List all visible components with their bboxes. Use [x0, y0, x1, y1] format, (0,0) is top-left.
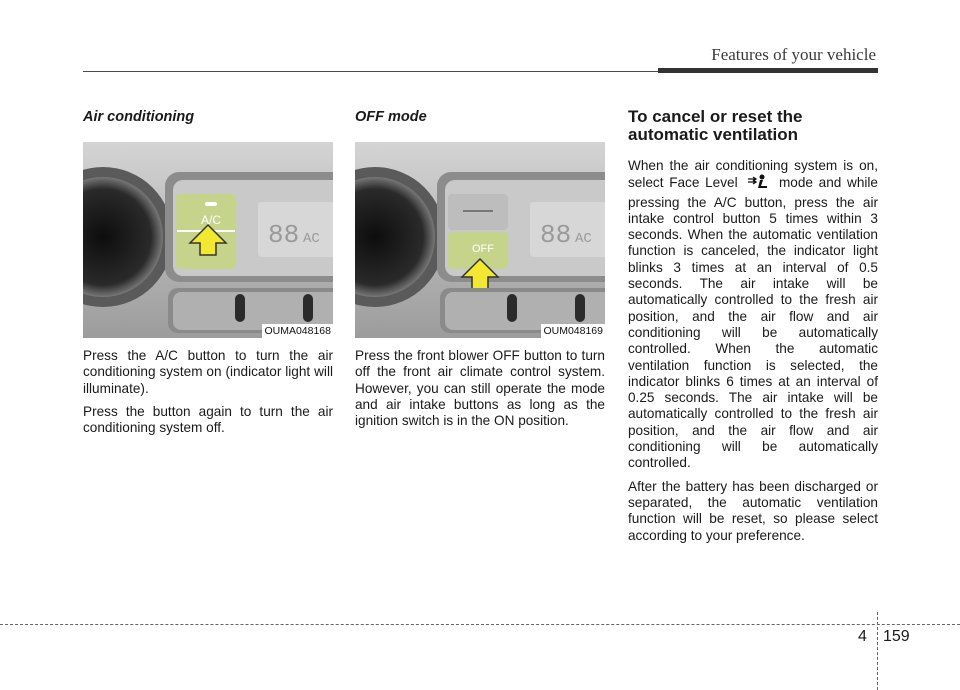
off-button-label: OFF [472, 243, 494, 255]
header-title: Features of your vehicle [711, 45, 876, 64]
paragraph: Press the A/C button to turn the air conditioning system on (indicator light will illuminate). [83, 348, 333, 396]
paragraph-text: mode and while pressing the A/C button, press the air intake control button 5 times within 3 seconds. When the automatic ventilation function is canceled, the indicator light blinks 3 times at an interval of 0.5 seconds. The air intake will be automatically controlled to the fresh air position, and the air flow and air conditioning will be automatically controlled. When the automatic ventilation function is selected, the indicator blinks 6 times at an interval of 0.25 seconds. The air intake will be automatically controlled to the fresh air position, and the air flow and air conditioning will be automatically controlled. [628, 175, 878, 471]
figure-code: OUM048169 [543, 325, 603, 337]
page-number: 159 [883, 628, 910, 645]
section-title: Air conditioning [83, 109, 195, 125]
chapter-number: 4 [858, 628, 867, 645]
footer-divider [877, 612, 878, 690]
footer-rule [0, 624, 960, 625]
ac-button-label: A/C [201, 213, 222, 227]
display-unit: AC [303, 231, 320, 247]
paragraph-text: When the air conditioning system is on, select Face Level [628, 158, 878, 191]
display-unit: AC [575, 231, 592, 247]
section-auto-ventilation [628, 108, 878, 551]
off-button-figure [355, 142, 605, 338]
section-title: OFF mode [355, 109, 427, 125]
paragraph [628, 158, 878, 472]
figure-code: OUMA048168 [264, 325, 331, 337]
paragraph: Press the button again to turn the air conditioning system off. [83, 403, 333, 436]
section-off-mode [355, 108, 605, 436]
ac-button-figure [83, 142, 333, 338]
header-rule-accent [658, 68, 878, 73]
paragraph: After the battery has been discharged or separated, the automatic ventilation function will be reset, so please select according to your preference. [628, 478, 878, 543]
display-digits: 88 [540, 220, 572, 250]
header-rule [83, 71, 663, 72]
display-digits: 88 [268, 220, 300, 250]
face-level-icon [747, 174, 769, 194]
paragraph: Press the front blower OFF button to turn off the front air climate control system. However, you can still operate the mode and air intake buttons as long as the ignition switch is in the ON position. [355, 348, 605, 429]
section-air-conditioning [83, 108, 333, 443]
section-title: To cancel or reset the automatic ventilation [628, 107, 803, 144]
